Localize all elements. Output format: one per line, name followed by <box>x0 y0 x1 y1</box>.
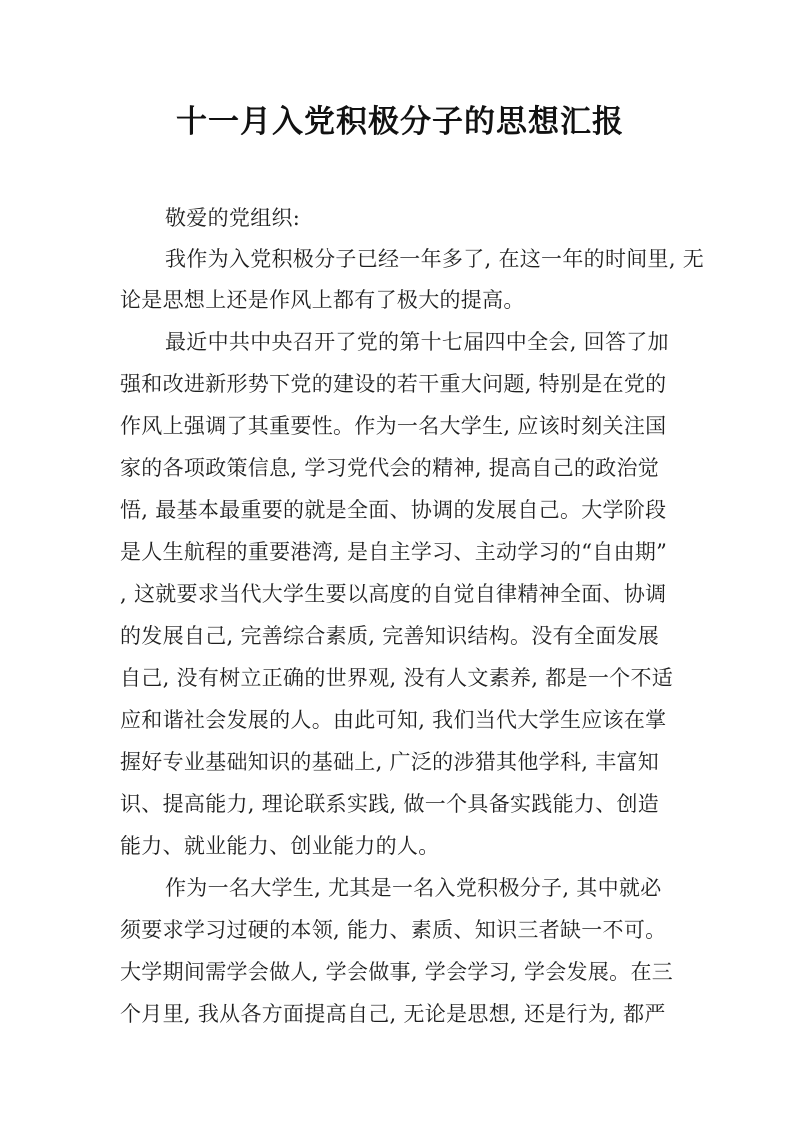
paragraph-3-line-3: 大学期间需学会做人, 学会做事, 学会学习, 学会发展。在三 <box>120 960 674 984</box>
paragraph-2-line-1: 最近中共中央召开了党的第十七届四中全会, 回答了加 <box>165 330 669 354</box>
paragraph-2-line-13: 能力、就业能力、创业能力的人。 <box>120 834 440 858</box>
paragraph-2-line-12: 识、提高能力, 理论联系实践, 做一个具备实践能力、创造 <box>120 792 660 816</box>
paragraph-2-line-6: 是人生航程的重要港湾, 是自主学习、主动学习的“自由期” <box>120 540 668 564</box>
paragraph-2-line-2: 强和改进新形势下党的建设的若干重大问题, 特别是在党的 <box>120 372 667 396</box>
paragraph-2-line-5: 悟, 最基本最重要的就是全面、协调的发展自己。大学阶段 <box>120 498 667 522</box>
salutation: 敬爱的党组织: <box>165 206 301 230</box>
paragraph-2-line-9: 自己, 没有树立正确的世界观, 没有人文素养, 都是一个不适 <box>120 666 674 690</box>
paragraph-3-line-4: 个月里, 我从各方面提高自己, 无论是思想, 还是行为, 都严 <box>120 1002 666 1026</box>
paragraph-2-line-11: 握好专业基础知识的基础上, 广泛的涉猎其他学科, 丰富知 <box>120 750 660 774</box>
paragraph-2-line-10: 应和谐社会发展的人。由此可知, 我们当代大学生应该在掌 <box>120 708 667 732</box>
paragraph-2-line-7: , 这就要求当代大学生要以高度的自觉自律精神全面、协调 <box>120 582 667 606</box>
paragraph-1-line-1: 我作为入党积极分子已经一年多了, 在这一年的时间里, 无 <box>165 247 705 271</box>
document-title: 十一月入党积极分子的思想汇报 <box>176 104 624 140</box>
paragraph-3-line-1: 作为一名大学生, 尤其是一名入党积极分子, 其中就必 <box>165 876 662 900</box>
paragraph-2-line-4: 家的各项政策信息, 学习党代会的精神, 提高自己的政治觉 <box>120 456 660 480</box>
paragraph-2-line-3: 作风上强调了其重要性。作为一名大学生, 应该时刻关注国 <box>120 414 667 438</box>
paragraph-2-line-8: 的发展自己, 完善综合素质, 完善知识结构。没有全面发展 <box>120 624 660 648</box>
paragraph-1-line-2: 论是思想上还是作风上都有了极大的提高。 <box>120 288 525 312</box>
paragraph-3-line-2: 须要求学习过硬的本领, 能力、素质、知识三者缺一不可。 <box>120 918 667 942</box>
